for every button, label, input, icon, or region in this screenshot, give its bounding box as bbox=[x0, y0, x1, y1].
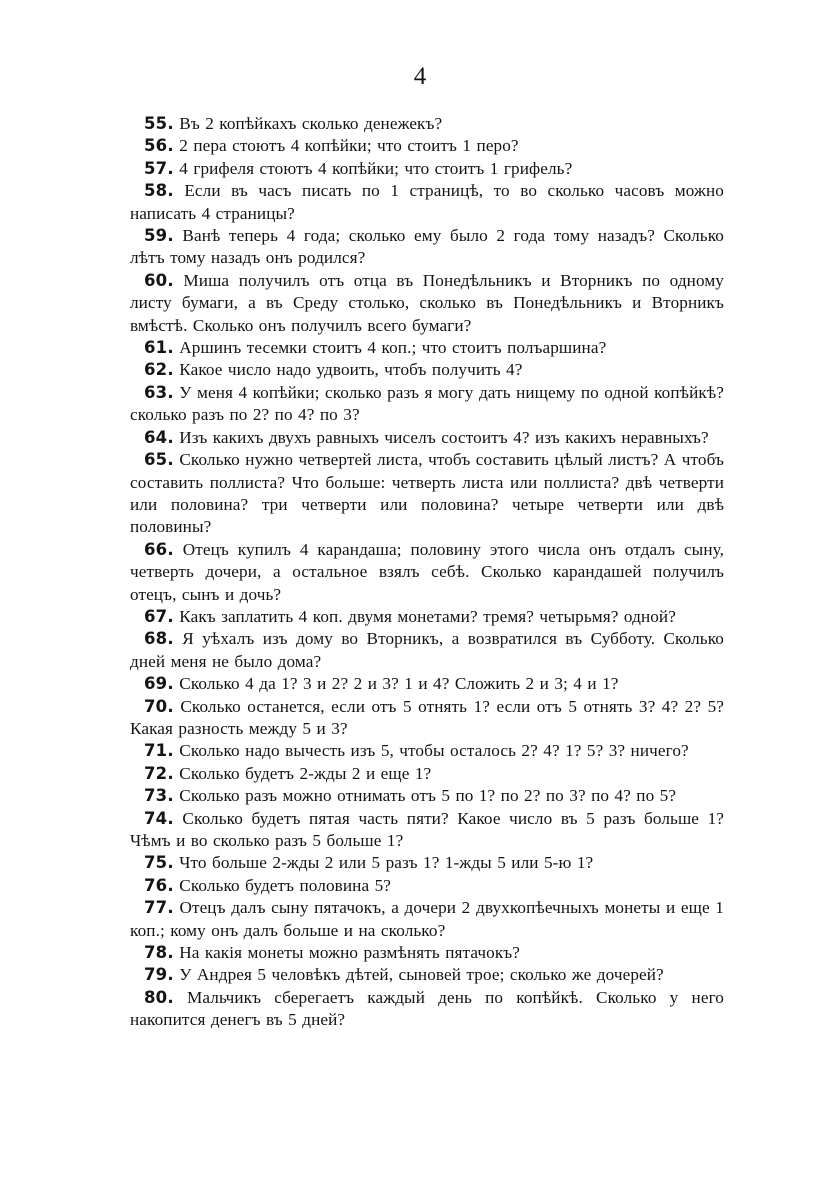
problem-text: Отецъ купилъ 4 карандаша; половину этого числа онъ отдалъ сыну, четверть дочери, а остальное взялъ себѣ. Сколько карандашей получилъ отецъ, сынъ и дочь? bbox=[130, 539, 725, 604]
problem-number: 58. bbox=[144, 181, 174, 201]
problem-text: Какое число надо удвоить, чтобъ получить 4? bbox=[179, 360, 523, 380]
problem-item bbox=[130, 539, 724, 606]
problem-item bbox=[130, 606, 724, 628]
problem-number: 71. bbox=[144, 741, 174, 761]
problem-number: 70. bbox=[144, 696, 174, 716]
problem-item bbox=[130, 113, 724, 135]
problem-item bbox=[130, 628, 724, 673]
problem-text: Сколько будетъ половина 5? bbox=[179, 875, 392, 895]
problem-item bbox=[130, 987, 724, 1032]
problem-text: Сколько разъ можно отнимать отъ 5 по 1? по 2? по 3? по 4? по 5? bbox=[179, 786, 677, 806]
problem-number: 74. bbox=[144, 808, 174, 828]
problem-text: Сколько будетъ пятая часть пяти? Какое число въ 5 разъ больше 1? Чѣмъ и во сколько разъ 5 больше 1? bbox=[130, 808, 724, 850]
problem-number: 75. bbox=[144, 853, 174, 873]
problem-number: 57. bbox=[144, 158, 174, 178]
problem-number: 73. bbox=[144, 786, 174, 806]
problem-item bbox=[130, 337, 724, 359]
problem-text: Аршинъ тесемки стоитъ 4 коп.; что стоитъ полъаршина? bbox=[179, 338, 607, 358]
problem-item bbox=[130, 135, 724, 157]
problem-text: Что больше 2-жды 2 или 5 разъ 1? 1-жды 5 или 5-ю 1? bbox=[179, 853, 594, 873]
problem-number: 67. bbox=[144, 606, 174, 626]
problem-text: Я уѣхалъ изъ дому во Вторникъ, а возвратился въ Субботу. Сколько дней меня не было дома? bbox=[130, 629, 724, 671]
problem-text: На какія монеты можно размѣнять пятачокъ? bbox=[179, 943, 520, 963]
problem-item bbox=[130, 225, 724, 270]
problem-item bbox=[130, 449, 724, 539]
problem-item bbox=[130, 785, 724, 807]
problem-text: Если въ часъ писать по 1 страницѣ, то во сколько часовъ можно написать 4 страницы? bbox=[130, 181, 724, 223]
problem-number: 79. bbox=[144, 965, 174, 985]
problem-item bbox=[130, 964, 724, 986]
problem-text: Сколько будетъ 2-жды 2 и еще 1? bbox=[179, 763, 432, 783]
problem-text: Какъ заплатить 4 коп. двумя монетами? тремя? четырьмя? одной? bbox=[179, 606, 676, 626]
problem-item bbox=[130, 897, 724, 942]
problem-text: Мальчикъ сберегаетъ каждый день по копѣйкѣ. Сколько у него накопится денегъ въ 5 дней? bbox=[130, 987, 724, 1030]
problem-number: 59. bbox=[144, 226, 174, 246]
problem-text: Сколько останется, если отъ 5 отнять 1? если отъ 5 отнять 3? 4? 2? 5? Какая разность между 5 и 3? bbox=[130, 696, 724, 738]
problem-number: 80. bbox=[144, 987, 174, 1007]
problem-number: 69. bbox=[144, 674, 174, 694]
problem-number: 64. bbox=[144, 427, 174, 447]
problem-item bbox=[130, 180, 724, 225]
problem-item bbox=[130, 808, 724, 853]
problem-item bbox=[130, 359, 724, 381]
problem-text: У меня 4 копѣйки; сколько разъ я могу дать нищему по одной копѣйкѣ? сколько разъ по 2? по 4? по 3? bbox=[130, 382, 724, 425]
problem-number: 55. bbox=[144, 114, 174, 133]
problem-item bbox=[130, 696, 724, 741]
problem-number: 68. bbox=[144, 629, 174, 649]
problem-text: У Андрея 5 человѣкъ дѣтей, сыновей трое; сколько же дочерей? bbox=[179, 965, 664, 985]
problem-number: 76. bbox=[144, 875, 174, 895]
problem-number: 72. bbox=[144, 763, 174, 783]
problem-text: 2 пера стоютъ 4 копѣйки; что стоитъ 1 перо? bbox=[179, 136, 519, 156]
problem-item bbox=[130, 740, 724, 762]
problem-text: Сколько нужно четвертей листа, чтобъ составить цѣлый листъ? А чтобъ составить поллиста? Что больше: четверть листа или поллиста? двѣ четверти или половина? три четверти или половина? четыре четверти или двѣ половины? bbox=[130, 450, 724, 537]
problem-item bbox=[130, 673, 724, 695]
page-number: 4 bbox=[413, 63, 427, 90]
problem-text: Сколько надо вычесть изъ 5, чтобы осталось 2? 4? 1? 5? 3? ничего? bbox=[179, 741, 689, 761]
problem-number: 63. bbox=[144, 382, 174, 402]
problem-number: 77. bbox=[144, 898, 174, 918]
problem-text: Изъ какихъ двухъ равныхъ чиселъ состоитъ 4? изъ какихъ неравныхъ? bbox=[179, 427, 709, 447]
problem-number: 65. bbox=[144, 450, 174, 470]
problem-item bbox=[130, 270, 724, 337]
problem-text: Миша получилъ отъ отца въ Понедѣльникъ и Вторникъ по одному листу бумаги, а въ Среду столько, сколько въ Понедѣльникъ и Вторникъ вмѣстѣ. Сколько онъ получилъ всего бумаги? bbox=[130, 270, 724, 335]
problem-number: 62. bbox=[144, 360, 174, 380]
problem-item bbox=[130, 852, 724, 874]
problem-list bbox=[130, 113, 724, 1032]
problem-number: 61. bbox=[144, 338, 174, 358]
problem-text: Ванѣ теперь 4 года; сколько ему было 2 года тому назадъ? Сколько лѣтъ тому назадъ онъ родился? bbox=[130, 226, 724, 268]
problem-text: 4 грифеля стоютъ 4 копѣйки; что стоитъ 1 грифель? bbox=[179, 158, 573, 178]
problem-item bbox=[130, 763, 724, 785]
problem-number: 60. bbox=[144, 270, 174, 290]
problem-text: Въ 2 копѣйкахъ сколько денежекъ? bbox=[179, 114, 443, 133]
problem-number: 78. bbox=[144, 943, 174, 963]
problem-item bbox=[130, 942, 724, 964]
problem-item bbox=[130, 158, 724, 180]
problem-text: Отецъ далъ сыну пятачокъ, а дочери 2 двухкопѣечныхъ монеты и еще 1 коп.; кому онъ далъ больше и на сколько? bbox=[130, 898, 724, 940]
problem-number: 66. bbox=[144, 539, 174, 559]
problem-item bbox=[130, 382, 724, 427]
problem-number: 56. bbox=[144, 136, 174, 156]
problem-item bbox=[130, 875, 724, 897]
problem-item bbox=[130, 427, 724, 449]
problem-text: Сколько 4 да 1? 3 и 2? 2 и 3? 1 и 4? Сложить 2 и 3; 4 и 1? bbox=[179, 674, 619, 694]
